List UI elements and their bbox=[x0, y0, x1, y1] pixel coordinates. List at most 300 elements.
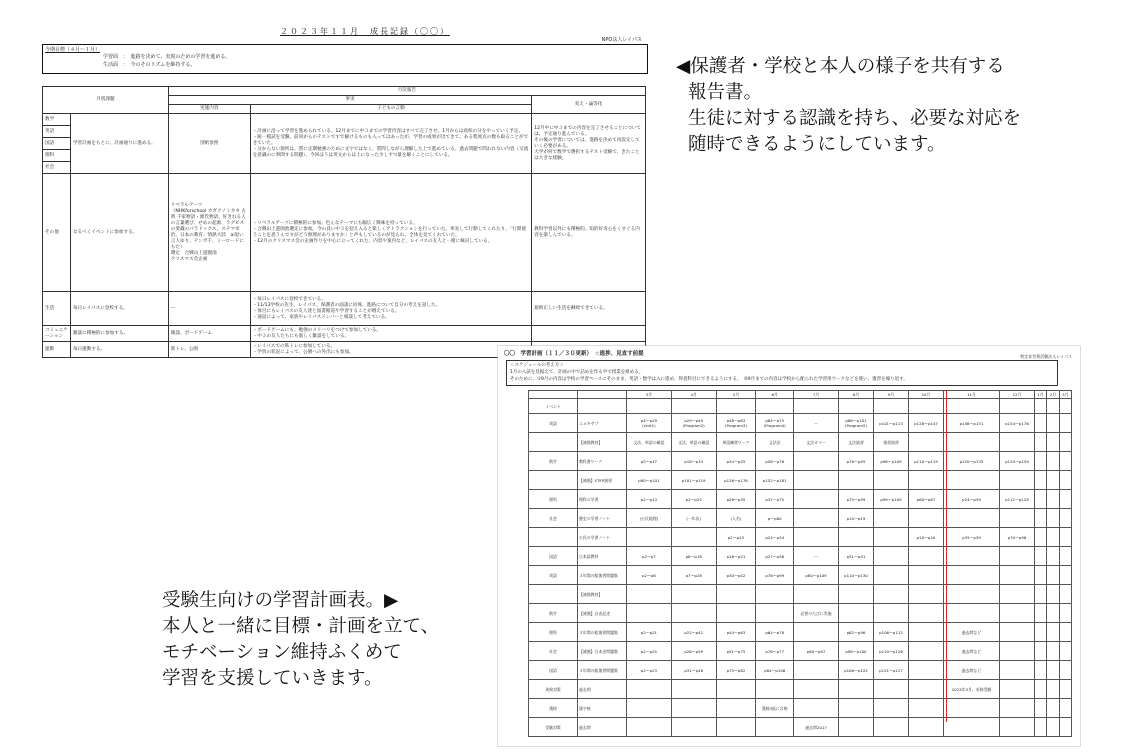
caption-line: 報告書。 bbox=[688, 82, 763, 103]
consider-cell: 12月中に中３までの内容を完了させることについては、予定通り進んでいる。 その後の学習については、進路を決めて再設定していく必要がある。 大学が何で数学で選択するテスト受験で、きたことは大きな経験。 bbox=[532, 114, 646, 174]
plan-item: 漢字検 bbox=[578, 699, 627, 718]
event-cell bbox=[671, 399, 716, 414]
plan-cell bbox=[999, 604, 1034, 623]
plan-cell: p2〜p13 bbox=[627, 490, 672, 509]
plan-cell: 過去問2017 bbox=[794, 718, 839, 737]
study-plan-sheet bbox=[498, 346, 1080, 746]
current-month-marker bbox=[946, 390, 947, 722]
policy-heading: ＜スケジュールの考え方＞ bbox=[510, 363, 564, 368]
plan-item: 【補強教材】 bbox=[578, 433, 627, 452]
plan-subject: 数学 bbox=[529, 604, 578, 623]
plan-cell: 過去問など bbox=[944, 623, 1000, 642]
plan-cell: 過去問など bbox=[944, 661, 1000, 680]
plan-cell bbox=[671, 680, 716, 699]
plan-cell bbox=[716, 604, 756, 623]
subject-cell: 英語 bbox=[43, 126, 71, 138]
plan-cell: p106〜p112 bbox=[873, 623, 908, 642]
plan-cell bbox=[627, 718, 672, 737]
event-cell bbox=[1059, 399, 1071, 414]
event-cell bbox=[627, 399, 672, 414]
plan-cell: p148〜p151 bbox=[944, 414, 1000, 433]
plan-cell bbox=[716, 718, 756, 737]
month-header: 5月 bbox=[716, 391, 756, 399]
plan-cell bbox=[1035, 585, 1047, 604]
plan-subject: 受験対策 bbox=[529, 718, 578, 737]
plan-cell: 漢検3級に合格 bbox=[756, 699, 794, 718]
plan-cell bbox=[627, 604, 672, 623]
event-cell bbox=[944, 399, 1000, 414]
plan-cell: p110〜p119 bbox=[908, 452, 943, 471]
plan-cell bbox=[1059, 623, 1071, 642]
plan-cell bbox=[999, 585, 1034, 604]
month-header: 1月 bbox=[1035, 391, 1047, 399]
subject-cell: 生活 bbox=[43, 292, 71, 326]
plan-cell bbox=[999, 566, 1034, 585]
plan-cell: (人名) bbox=[716, 509, 756, 528]
plan-item: 【補強】自由記述 bbox=[578, 604, 627, 623]
plan-subject: 社会 bbox=[529, 642, 578, 661]
plan-cell bbox=[944, 509, 1000, 528]
plan-cell bbox=[908, 604, 943, 623]
plan-cell bbox=[1059, 699, 1071, 718]
plan-cell: p112〜p129 bbox=[999, 490, 1034, 509]
plan-cell bbox=[716, 680, 756, 699]
plan-cell bbox=[1047, 623, 1059, 642]
plan-item: 【補強教材】 bbox=[578, 585, 627, 604]
plan-row bbox=[529, 414, 1072, 433]
plan-cell bbox=[1035, 680, 1047, 699]
plan-cell: p35〜p39 bbox=[944, 528, 1000, 547]
caption-line: 随時できるようにしています。 bbox=[688, 134, 946, 155]
plan-subject bbox=[529, 471, 578, 490]
goal-box bbox=[42, 44, 648, 74]
plan-cell bbox=[999, 680, 1034, 699]
col-consider-header: 変え・論等化 bbox=[532, 96, 646, 114]
plan-item: ユメキサブ bbox=[578, 414, 627, 433]
plan-row bbox=[529, 604, 1072, 623]
plan-cell: p80〜p109 bbox=[794, 566, 839, 585]
month-header: 8月 bbox=[838, 391, 873, 399]
plan-cell: 単語練習ワーク bbox=[716, 433, 756, 452]
report-org: NPO法人レイパス bbox=[601, 37, 642, 43]
caption-line: 本人と一緒に目標・計画を立て、 bbox=[162, 616, 440, 637]
plan-cell bbox=[1059, 452, 1071, 471]
event-cell bbox=[1047, 399, 1059, 414]
plan-cell bbox=[627, 585, 672, 604]
caption-line: モチベーション維持ふくめて bbox=[162, 642, 402, 663]
plan-cell: p154〜p176 bbox=[999, 414, 1034, 433]
plan-cell: (一年次) bbox=[671, 509, 716, 528]
plan-cell bbox=[838, 585, 873, 604]
event-cell bbox=[999, 399, 1034, 414]
plan-item: 日本語教材 bbox=[578, 547, 627, 566]
consider-cell: 教科学習以外にも積極的。知的好奇心をくすぐる内容を楽しんでいる。 bbox=[532, 174, 646, 292]
plan-title: 〇〇 学習計画（１１／３０更新） ☆進捗、見直す前提 bbox=[504, 351, 644, 357]
plan-cell: p128〜p147 bbox=[908, 414, 943, 433]
plan-cell: p76〜p77 bbox=[756, 642, 794, 661]
plan-row bbox=[529, 699, 1072, 718]
plan-cell bbox=[1035, 433, 1047, 452]
plan-cell bbox=[908, 471, 943, 490]
plan-cell: p110〜p130 bbox=[838, 566, 873, 585]
plan-cell bbox=[908, 623, 943, 642]
plan-cell bbox=[873, 585, 908, 604]
plan-row bbox=[529, 680, 1072, 699]
plan-cell bbox=[944, 547, 1000, 566]
plan-cell bbox=[999, 623, 1034, 642]
plan-cell: p80〜p97 bbox=[794, 642, 839, 661]
monthly-report-header: 月次報告 bbox=[168, 87, 645, 96]
plan-cell: p75〜p99 bbox=[838, 490, 873, 509]
plan-cell: p26〜p35 bbox=[716, 490, 756, 509]
plan-cell bbox=[1047, 414, 1059, 433]
plan-cell bbox=[627, 699, 672, 718]
plan-cell bbox=[794, 680, 839, 699]
plan-cell: p80〜p101 bbox=[627, 471, 672, 490]
plan-subject: 社会 bbox=[529, 509, 578, 528]
plan-cell bbox=[794, 528, 839, 547]
plan-cell bbox=[794, 509, 839, 528]
plan-cell bbox=[908, 680, 943, 699]
subject-cell: 社会 bbox=[43, 162, 71, 174]
plan-cell: p5〜p17 bbox=[627, 452, 672, 471]
plan-cell bbox=[999, 718, 1034, 737]
plan-cell bbox=[1047, 680, 1059, 699]
plan-cell: 必要のたびに実施 bbox=[794, 604, 839, 623]
plan-cell: p〜p80 bbox=[756, 509, 794, 528]
plan-cell bbox=[1035, 718, 1047, 737]
plan-cell bbox=[1047, 661, 1059, 680]
plan-cell bbox=[671, 718, 716, 737]
plan-cell bbox=[794, 623, 839, 642]
plan-cell bbox=[1035, 547, 1047, 566]
plan-subject bbox=[529, 528, 578, 547]
caption-line: 学習を支援していきます。 bbox=[162, 668, 383, 689]
plan-subject: 理科 bbox=[529, 490, 578, 509]
plan-cell bbox=[1059, 604, 1071, 623]
plan-cell bbox=[999, 642, 1034, 661]
plan-cell bbox=[908, 566, 943, 585]
task-cell: なるべくイベントに参加する。 bbox=[70, 174, 168, 292]
col-task-header: 月別課題 bbox=[43, 87, 169, 114]
plan-cell bbox=[944, 566, 1000, 585]
plan-cell: p48〜p63 (Program3) bbox=[716, 414, 756, 433]
goal-heading: 今期目標（４月～１月） bbox=[45, 47, 101, 53]
plan-subject: 英検対策 bbox=[529, 680, 578, 699]
consider-cell: 規則正しい生活を継続できている。 bbox=[532, 292, 646, 326]
col-child-header: 子どもの言動 bbox=[250, 105, 531, 114]
plan-cell: p27〜p36 bbox=[756, 547, 794, 566]
plan-cell bbox=[873, 718, 908, 737]
plan-cell: p56〜p76 bbox=[756, 452, 794, 471]
child-cell: ・リベラルアーツに積極的に参加。色んなテーマにも幅広く興味を持っている。 ・合戦山上遊園池選定に参加。今の良い中３を迎え入ると楽しくアトラクションを行っていた。率先して行動してくれたり、「行間使うことを思うんですがどう無理がありますか」と声もしているのが見られ、全体を見てくれていた。 ・12月のクリスマス会の企画作りを中心に立ってくれた。内容や案内など、レイパスの友人と一緒に検討している。 bbox=[250, 174, 531, 292]
plan-cell bbox=[944, 604, 1000, 623]
plan-row bbox=[529, 433, 1072, 452]
month-header: 11月 bbox=[944, 391, 1000, 399]
plan-subject: 国語 bbox=[529, 661, 578, 680]
plan-cell bbox=[1059, 642, 1071, 661]
plan-row bbox=[529, 585, 1072, 604]
plan-cell: p106〜p122 bbox=[838, 661, 873, 680]
plan-cell: 文法法 bbox=[756, 433, 794, 452]
plan-cell: 文法カマー bbox=[794, 433, 839, 452]
plan-cell bbox=[1035, 642, 1047, 661]
plan-cell bbox=[1047, 642, 1059, 661]
plan-cell bbox=[838, 718, 873, 737]
plan-cell: p7〜p28 bbox=[671, 566, 716, 585]
plan-cell bbox=[944, 699, 1000, 718]
plan-cell: p64〜p78 bbox=[756, 623, 794, 642]
plan-cell bbox=[1047, 509, 1059, 528]
plan-cell bbox=[1059, 680, 1071, 699]
plan-cell: p30〜p42 bbox=[716, 566, 756, 585]
plan-cell bbox=[794, 585, 839, 604]
task-cell: 雑談に積極的に参加する。 bbox=[70, 326, 168, 342]
plan-cell bbox=[873, 604, 908, 623]
event-row bbox=[529, 399, 1072, 414]
plan-cell: p4〜p29 (Unit1) bbox=[627, 414, 672, 433]
subject-cell: その他 bbox=[43, 174, 71, 292]
plan-cell: p24〜p34 bbox=[756, 528, 794, 547]
caption-line: 受験生向けの学習計画表。▶ bbox=[162, 590, 399, 611]
month-header: 6月 bbox=[756, 391, 794, 399]
plan-cell: ー bbox=[794, 414, 839, 433]
plan-item: 教科書ワーク bbox=[578, 452, 627, 471]
col-detail-header: 実施内容 bbox=[168, 105, 250, 114]
event-cell bbox=[873, 399, 908, 414]
plan-cell bbox=[1047, 585, 1059, 604]
plan-cell: p99〜p109 bbox=[873, 490, 908, 509]
plan-cell bbox=[944, 718, 1000, 737]
plan-cell bbox=[1047, 566, 1059, 585]
plan-cell bbox=[1059, 585, 1071, 604]
plan-item: 過去問 bbox=[578, 718, 627, 737]
plan-cell bbox=[838, 604, 873, 623]
plan-cell bbox=[756, 680, 794, 699]
task-cell: 学習計画をもとに、計画通りに進める。 bbox=[70, 114, 168, 174]
plan-cell bbox=[873, 566, 908, 585]
month-header: 10月 bbox=[908, 391, 943, 399]
plan-cell bbox=[1035, 471, 1047, 490]
month-header-row bbox=[529, 391, 1072, 399]
plan-cell bbox=[999, 699, 1034, 718]
plan-cell bbox=[1059, 566, 1071, 585]
plan-cell bbox=[1035, 452, 1047, 471]
plan-row bbox=[529, 452, 1072, 471]
plan-cell: p8〜p18 bbox=[671, 547, 716, 566]
plan-cell: p31〜p75 bbox=[756, 490, 794, 509]
plan-cell bbox=[908, 699, 943, 718]
report-table bbox=[42, 86, 646, 358]
event-cell bbox=[838, 399, 873, 414]
report-caption bbox=[676, 54, 1021, 158]
plan-cell: p101〜p119 bbox=[671, 471, 716, 490]
plan-cell: p31〜p41 bbox=[838, 547, 873, 566]
fact-header: 事実 bbox=[168, 96, 531, 105]
child-cell: ・レイパスでの筋トレに参加している。 ・学習の状況によって、公園への外出にも参加。 bbox=[250, 342, 531, 358]
plan-cell: p84〜p106 bbox=[756, 661, 794, 680]
plan-cell bbox=[908, 509, 943, 528]
plan-row bbox=[529, 566, 1072, 585]
event-label: イベント bbox=[529, 399, 578, 414]
plan-cell bbox=[1047, 699, 1059, 718]
plan-cell: p16〜p21 bbox=[716, 547, 756, 566]
plan-cell bbox=[1059, 547, 1071, 566]
plan-subject bbox=[529, 433, 578, 452]
goal-row: 生活面 ： 今のそのリズムを維持する。 bbox=[103, 62, 196, 68]
plan-row bbox=[529, 718, 1072, 737]
plan-subject: 英語 bbox=[529, 414, 578, 433]
event-cell bbox=[908, 399, 943, 414]
plan-row bbox=[529, 490, 1072, 509]
plan-caption bbox=[162, 588, 439, 692]
plan-subject: 国語 bbox=[529, 547, 578, 566]
plan-cell bbox=[838, 528, 873, 547]
plan-cell: p75〜p82 bbox=[716, 661, 756, 680]
plan-subject: 英語 bbox=[529, 566, 578, 585]
growth-report-sheet bbox=[40, 22, 652, 402]
plan-cell bbox=[1035, 699, 1047, 718]
plan-cell bbox=[999, 661, 1034, 680]
plan-cell bbox=[627, 680, 672, 699]
subject-cell: 運動 bbox=[43, 342, 71, 358]
month-header: 9月 bbox=[873, 391, 908, 399]
plan-cell bbox=[794, 490, 839, 509]
plan-row bbox=[529, 642, 1072, 661]
plan-cell bbox=[1035, 623, 1047, 642]
subject-cell: 国語 bbox=[43, 138, 71, 150]
plan-cell: p86〜p101 (Program5) bbox=[838, 414, 873, 433]
plan-cell: p121〜p127 bbox=[873, 661, 908, 680]
plan-cell bbox=[999, 547, 1034, 566]
plan-cell bbox=[999, 509, 1034, 528]
plan-cell bbox=[908, 642, 943, 661]
plan-cell bbox=[908, 661, 943, 680]
plan-cell bbox=[1035, 661, 1047, 680]
caption-line: ◀保護者・学校と本人の様子を共有する bbox=[676, 56, 1005, 77]
plan-cell: p10〜p20 bbox=[908, 528, 943, 547]
plan-cell bbox=[1047, 490, 1059, 509]
plan-row bbox=[529, 509, 1072, 528]
plan-cell: p126〜p176 bbox=[716, 471, 756, 490]
plan-cell: p120〜p135 bbox=[944, 452, 1000, 471]
plan-cell bbox=[1059, 528, 1071, 547]
plan-cell: p2〜p25 bbox=[627, 642, 672, 661]
plan-cell bbox=[671, 528, 716, 547]
schedule-policy-box bbox=[506, 360, 1058, 386]
plan-cell: p152〜p181 bbox=[756, 471, 794, 490]
plan-cell: p2〜p21 bbox=[627, 623, 672, 642]
plan-cell bbox=[1059, 414, 1071, 433]
plan-cell: p22〜p42 bbox=[671, 623, 716, 642]
plan-cell: p26〜p59 bbox=[671, 642, 716, 661]
plan-cell bbox=[908, 585, 943, 604]
plan-row bbox=[529, 623, 1072, 642]
subject-cell: 理科 bbox=[43, 150, 71, 162]
plan-cell bbox=[1059, 490, 1071, 509]
plan-cell bbox=[908, 547, 943, 566]
plan-cell: ー bbox=[794, 547, 839, 566]
plan-cell: p98〜p100 bbox=[838, 642, 873, 661]
plan-cell bbox=[838, 699, 873, 718]
plan-cell bbox=[671, 585, 716, 604]
plan-cell bbox=[756, 718, 794, 737]
plan-subject: 理科 bbox=[529, 623, 578, 642]
plan-cell bbox=[944, 585, 1000, 604]
plan-cell bbox=[999, 433, 1034, 452]
plan-org: 特定非営利活動法人レイパス bbox=[1020, 354, 1072, 359]
plan-cell: 文法、単語の確認 bbox=[671, 433, 716, 452]
plan-cell bbox=[1035, 604, 1047, 623]
child-cell: ・計画に沿って学習を進められている。12月までに中３までの学習内容はすべて完了させ、1月からは高校の分をやっていく予定。 ・統一模試を受験。前回からのテストですで解けるものも入ってはあったが、学習の成果が出てきて、ある程度点の数も取ることができていた。 ・分からない箇所は、質に定期勉強のために文字ではなく、質問しながら理解した上で進めている。過去問題で問われない内容（交流を意識のに事間する問題）、今回ほうは英文からは上になった少しずつ量を解くことにしている。 bbox=[250, 114, 531, 174]
child-cell: ・ボードゲームにも、勉強のメリハリをつけて参加している。 ・中３の友人たちにも楽しく雑談をしている。 bbox=[250, 326, 531, 342]
month-header: 7月 bbox=[794, 391, 839, 399]
plan-cell: p29〜p49 (Program2) bbox=[671, 414, 716, 433]
plan-cell: p2〜p23 bbox=[627, 661, 672, 680]
plan-cell: p78〜p95 bbox=[838, 452, 873, 471]
plan-row bbox=[529, 528, 1072, 547]
plan-cell: p70〜p96 bbox=[999, 528, 1034, 547]
policy-line: 1月の入試を見据えて、計画の中で詰めを作る中で授業を組める。 bbox=[510, 370, 644, 375]
plan-cell: p1〜p25 bbox=[671, 490, 716, 509]
plan-cell bbox=[627, 528, 672, 547]
plan-cell bbox=[873, 471, 908, 490]
caption-line: 生徒に対する認識を持ち、必要な対応を bbox=[688, 108, 1022, 129]
plan-cell bbox=[873, 699, 908, 718]
task-cell: 毎日運動する。 bbox=[70, 342, 168, 358]
plan-item: 過去問 bbox=[578, 680, 627, 699]
report-title: ２０２３年１１月 成長記録（〇〇） bbox=[280, 27, 450, 36]
plan-cell: p18〜p33 bbox=[671, 452, 716, 471]
plan-cell: p110〜p126 bbox=[873, 642, 908, 661]
plan-cell: p62〜p96 bbox=[838, 623, 873, 642]
plan-cell bbox=[1035, 509, 1047, 528]
plan-cell bbox=[908, 433, 943, 452]
plan-cell bbox=[1059, 661, 1071, 680]
plan-cell bbox=[1047, 433, 1059, 452]
plan-cell bbox=[1047, 718, 1059, 737]
month-header: 3月 bbox=[627, 391, 672, 399]
plan-item: 公民の学習ノート bbox=[578, 528, 627, 547]
plan-item: ３年間の総復習問題集 bbox=[578, 566, 627, 585]
plan-cell bbox=[1059, 433, 1071, 452]
plan-cell: p10〜p19 bbox=[838, 509, 873, 528]
consider-cell bbox=[532, 326, 646, 342]
plan-cell bbox=[756, 585, 794, 604]
plan-item: 理科の学習 bbox=[578, 490, 627, 509]
plan-cell bbox=[908, 718, 943, 737]
task-cell: 毎日レイパスに登校する。 bbox=[70, 292, 168, 326]
plan-cell bbox=[838, 680, 873, 699]
event-cell bbox=[1035, 399, 1047, 414]
plan-cell: 過去問など bbox=[944, 642, 1000, 661]
plan-cell: p96〜p109 bbox=[873, 452, 908, 471]
plan-cell: 復習演習 bbox=[873, 433, 908, 452]
plan-cell bbox=[1047, 452, 1059, 471]
plan-cell bbox=[999, 471, 1034, 490]
plan-table bbox=[528, 390, 1072, 737]
detail-cell: 筋トレ、公園 bbox=[168, 342, 250, 358]
plan-cell bbox=[1059, 471, 1071, 490]
event-cell bbox=[794, 399, 839, 414]
plan-item: ３年間の総復習問題集 bbox=[578, 623, 627, 642]
plan-cell: p134〜p159 bbox=[999, 452, 1034, 471]
month-header: 12月 bbox=[999, 391, 1034, 399]
plan-item: 歴史の学習ノート bbox=[578, 509, 627, 528]
plan-cell: 文法、単語の確認 bbox=[627, 433, 672, 452]
plan-cell bbox=[1035, 414, 1047, 433]
plan-cell bbox=[1047, 471, 1059, 490]
